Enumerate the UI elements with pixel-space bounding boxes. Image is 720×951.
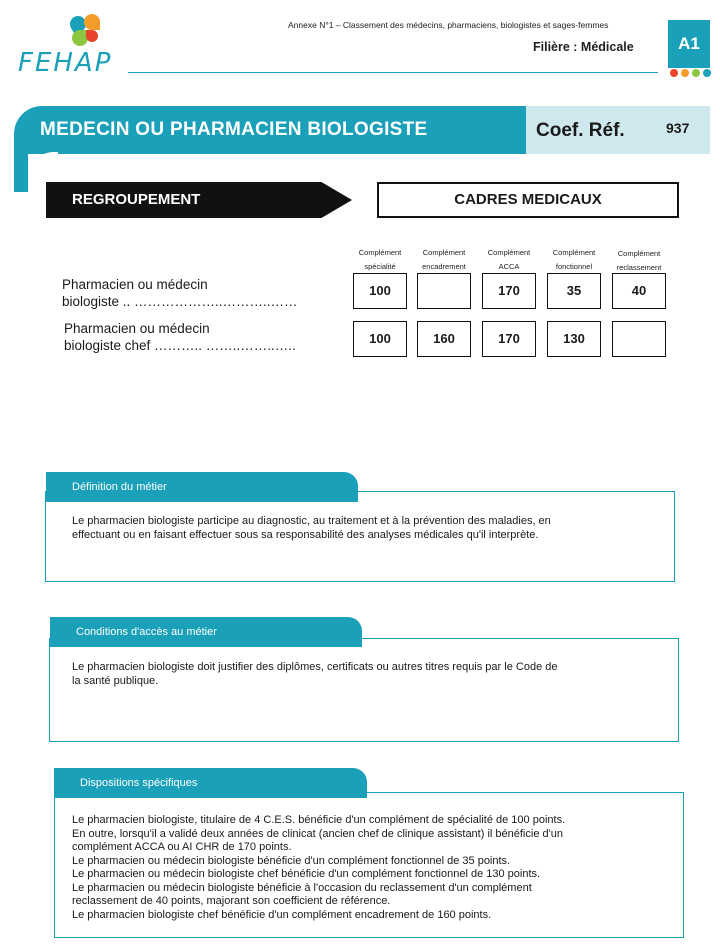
conditions-tab: Conditions d'accès au métier	[50, 617, 362, 647]
value-encadrement: 160	[417, 321, 471, 357]
value-reclassement	[612, 321, 666, 357]
regroupement-value: CADRES MEDICAUX	[377, 182, 679, 218]
color-dots	[670, 69, 711, 77]
value-acca: 170	[482, 273, 536, 309]
header-complement-specialite: Complément spécialité	[358, 248, 402, 271]
header-complement-reclassement: Complément reclassement	[616, 249, 662, 272]
conditions-box	[49, 638, 679, 742]
header-complement-acca: Complément ACCA	[487, 248, 531, 271]
dot-orange	[681, 69, 689, 77]
dot-blue	[703, 69, 711, 77]
regroupement-label: REGROUPEMENT	[72, 191, 201, 208]
filiere-label: Filière : Médicale	[533, 40, 634, 54]
dot-red	[670, 69, 678, 77]
dispositions-text: Le pharmacien biologiste, titulaire de 4 C.E.S. bénéficie d'un complément de spécialité de 100 points. En outre, lorsqu'il a validé deux années de clinicat (ancien chef de clinique assistant) il bénéficie d'un complément ACCA ou AI CHR de 170 points. Le pharmacien ou médecin biologiste bénéficie d'un complément fonctionnel de 35 points. Le pharmacien ou médecin biologiste chef bénéficie d'un complément fonctionnel de 130 points. Le pharmacien ou médecin biologiste bénéficie à l'occasion du reclassement d'un complément reclassement de 40 points, majorant son coefficient de référence. Le pharmacien biologiste chef bénéficie d'un complément encadrement de 160 points.	[72, 814, 566, 921]
dot-green	[692, 69, 700, 77]
coef-label: Coef. Réf.	[536, 120, 625, 141]
value-fonctionnel: 130	[547, 321, 601, 357]
value-reclassement: 40	[612, 273, 666, 309]
header-complement-fonctionnel: Complément fonctionnel	[552, 248, 596, 271]
definition-text: Le pharmacien biologiste participe au diagnostic, au traitement et à la prévention des maladies, en effectuant ou en faisant effectuer sous sa responsabilité des analyses médicales qu'il interprète.	[72, 515, 551, 541]
value-specialite: 100	[353, 273, 407, 309]
conditions-text: Le pharmacien biologiste doit justifier des diplômes, certificats ou autres titres requis par le Code de la santé publique.	[72, 661, 558, 687]
header-complement-encadrement: Complément encadrement	[422, 248, 466, 271]
header-divider	[128, 72, 658, 73]
value-encadrement	[417, 273, 471, 309]
job-title: MEDECIN OU PHARMACIEN BIOLOGISTE	[40, 119, 428, 140]
title-band-tail	[14, 150, 28, 192]
clover-icon	[70, 14, 110, 52]
value-fonctionnel: 35	[547, 273, 601, 309]
row-label-biologiste-chef: Pharmacien ou médecin biologiste chef ……….. ……..……..…..	[64, 321, 296, 353]
coef-value: 937	[666, 120, 690, 136]
row-label-biologiste: Pharmacien ou médecin biologiste .. ………………..………..……	[62, 277, 298, 309]
annexe-title: Annexe N°1 – Classement des médecins, pharmaciens, biologistes et sages-femmes	[288, 20, 609, 30]
logo-text: FEHAP	[18, 48, 113, 78]
definition-tab: Définition du métier	[46, 472, 358, 502]
value-acca: 170	[482, 321, 536, 357]
dispositions-tab: Dispositions spécifiques	[54, 768, 367, 798]
value-specialite: 100	[353, 321, 407, 357]
fehap-logo	[18, 14, 118, 78]
category-badge: A1	[668, 20, 710, 68]
